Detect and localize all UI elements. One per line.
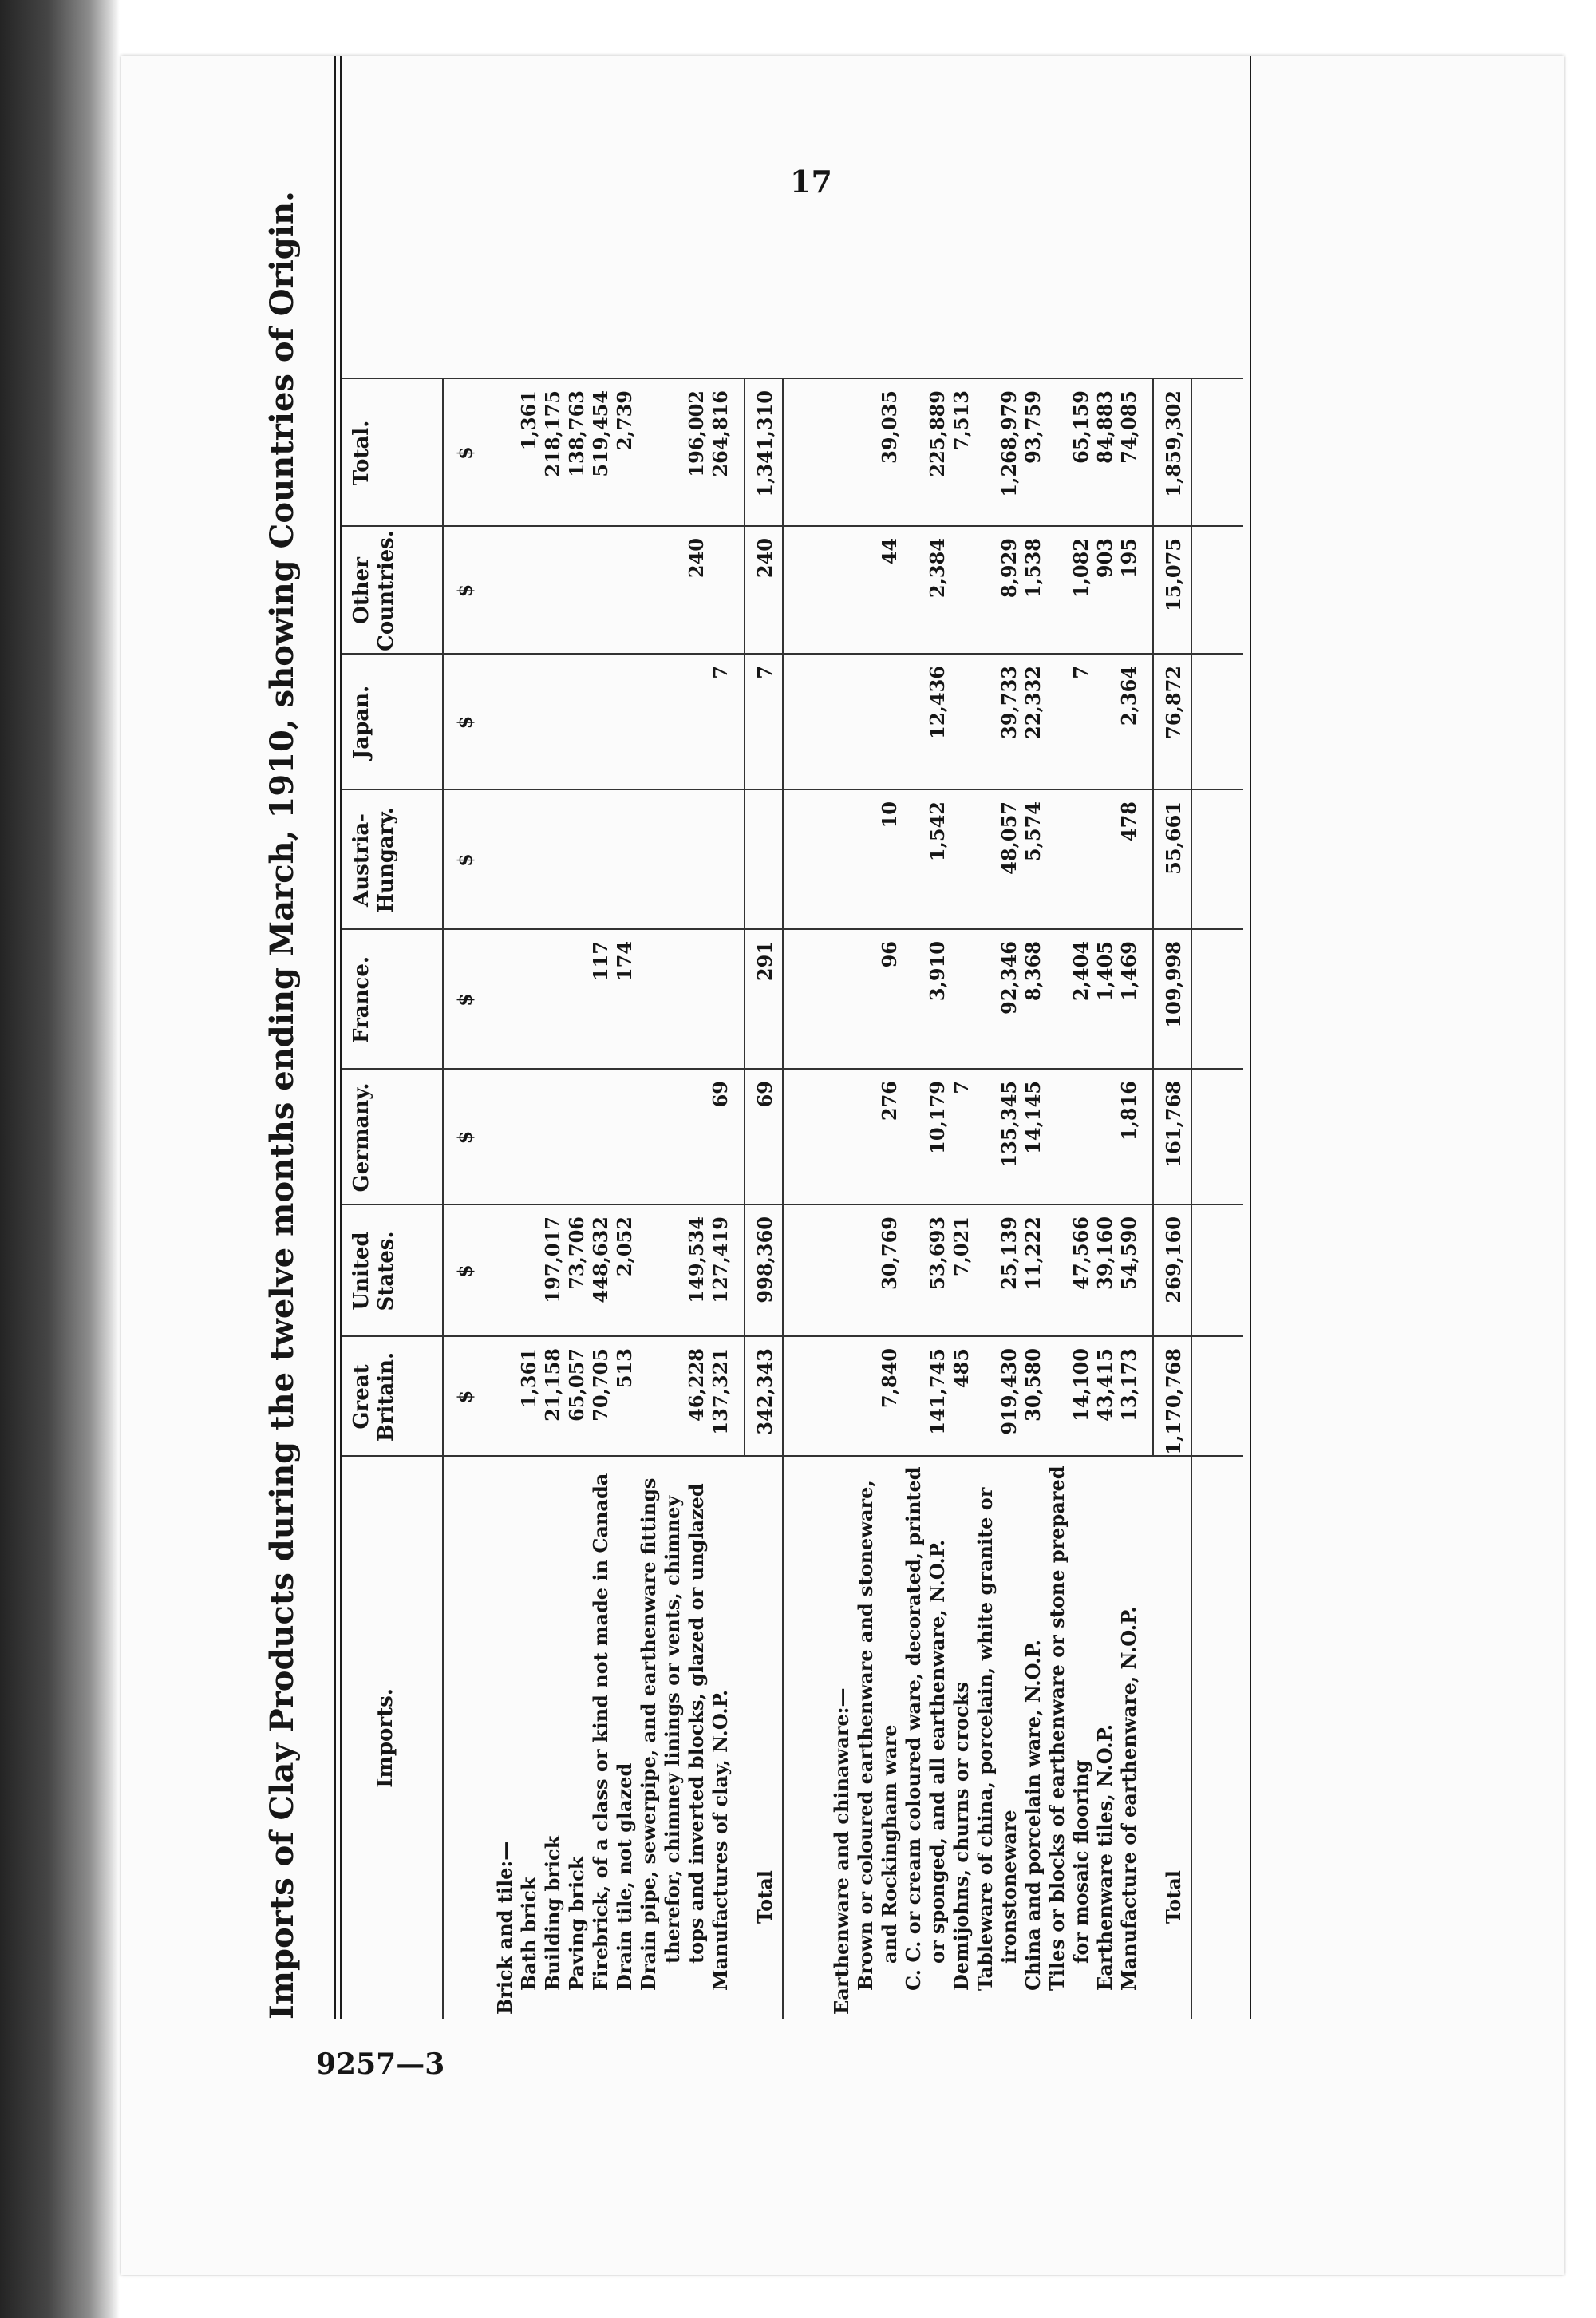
- currency-mark: $: [453, 1130, 476, 1145]
- value-cell: 919,430: [998, 1348, 1021, 1435]
- total-cell: 7: [753, 666, 776, 679]
- total-label: Total: [1162, 1870, 1185, 1924]
- column-heading-france: France.: [350, 956, 373, 1043]
- value-cell: 1,268,979: [998, 390, 1021, 497]
- value-cell: 1,082: [1069, 538, 1092, 599]
- value-cell: 30,580: [1021, 1348, 1045, 1422]
- value-cell: 13,173: [1117, 1348, 1140, 1422]
- value-cell: 21,158: [541, 1348, 564, 1422]
- value-cell: 276: [878, 1081, 901, 1121]
- value-cell: 7,513: [950, 390, 973, 451]
- value-cell: 264,816: [709, 390, 732, 477]
- section-end-rule: [1191, 379, 1192, 2019]
- value-cell: 11,222: [1021, 1216, 1045, 1290]
- column-heading-great-britain: Great Britain.: [350, 1351, 398, 1442]
- currency-mark: $: [453, 583, 476, 598]
- row-label: ironstoneware: [998, 1810, 1021, 1964]
- value-cell: 74,085: [1117, 390, 1140, 464]
- value-cell: 7: [950, 1081, 973, 1094]
- total-label: Total: [753, 1870, 776, 1924]
- value-cell: 7,021: [950, 1216, 973, 1277]
- header-separator: [442, 379, 444, 2019]
- value-cell: 3,910: [926, 941, 949, 1002]
- total-cell: 240: [753, 538, 776, 579]
- value-cell: 84,883: [1093, 390, 1116, 464]
- value-cell: 39,733: [998, 666, 1021, 739]
- column-heading-germany: Germany.: [350, 1082, 373, 1193]
- column-heading-other-countries: Other Countries.: [350, 530, 398, 651]
- value-cell: 47,566: [1069, 1216, 1092, 1290]
- value-cell: 96: [878, 941, 901, 968]
- value-cell: 54,590: [1117, 1216, 1140, 1290]
- value-cell: 7,840: [878, 1348, 901, 1409]
- value-cell: 448,632: [589, 1216, 612, 1303]
- column-heading-imports: Imports.: [373, 1688, 397, 1788]
- value-cell: 225,889: [926, 390, 949, 477]
- column-heading-united-states: United States.: [350, 1231, 398, 1311]
- top-rule: [334, 56, 336, 2019]
- currency-mark: $: [453, 993, 476, 1007]
- value-cell: 2,739: [613, 390, 636, 451]
- value-cell: 53,693: [926, 1216, 949, 1290]
- currency-mark: $: [453, 853, 476, 867]
- column-heading-japan: Japan.: [350, 685, 373, 760]
- currency-mark: $: [453, 446, 476, 460]
- value-cell: 485: [950, 1348, 973, 1389]
- value-cell: 1,361: [517, 390, 540, 451]
- column-rule: [342, 928, 1243, 930]
- value-cell: 2,052: [613, 1216, 636, 1277]
- column-rule: [342, 378, 1243, 379]
- value-cell: 196,002: [685, 390, 708, 477]
- page-number: 17: [790, 164, 832, 200]
- document-id: 9257—3: [316, 2047, 445, 2081]
- column-rule: [342, 789, 1243, 790]
- top-rule-inner: [340, 56, 342, 2019]
- value-cell: 43,415: [1093, 1348, 1116, 1422]
- value-cell: 30,769: [878, 1216, 901, 1290]
- value-cell: 174: [613, 941, 636, 982]
- value-cell: 1,405: [1093, 941, 1116, 1002]
- column-rule: [342, 1204, 1243, 1205]
- section-end-rule: [782, 379, 784, 2019]
- value-cell: 46,228: [685, 1348, 708, 1422]
- value-cell: 65,057: [565, 1348, 588, 1422]
- total-cell: 15,075: [1162, 538, 1185, 611]
- value-cell: 2,384: [926, 538, 949, 599]
- row-label: Firebrick, of a class or kind not made in Canada: [589, 1473, 612, 1991]
- value-cell: 135,345: [998, 1081, 1021, 1168]
- table-title: Imports of Clay Products during the twelve months ending March, 1910, showing Countries of Origin.: [263, 191, 301, 2019]
- value-cell: 22,332: [1021, 666, 1045, 739]
- value-cell: 8,368: [1021, 941, 1045, 1002]
- value-cell: 218,175: [541, 390, 564, 477]
- value-cell: 1,538: [1021, 538, 1045, 599]
- row-label: Demijohns, churns or crocks: [950, 1682, 973, 1991]
- row-label: and Rockingham ware: [878, 1724, 901, 1964]
- row-label: Paving brick: [565, 1856, 588, 1991]
- total-rule: [744, 379, 745, 1457]
- value-cell: 141,745: [926, 1348, 949, 1435]
- bottom-rule: [1250, 56, 1251, 2019]
- total-cell: 69: [753, 1081, 776, 1108]
- total-cell: 76,872: [1162, 666, 1185, 739]
- value-cell: 39,160: [1093, 1216, 1116, 1290]
- value-cell: 513: [613, 1348, 636, 1389]
- value-cell: 138,763: [565, 390, 588, 477]
- total-cell: 342,343: [753, 1348, 776, 1435]
- value-cell: 14,145: [1021, 1081, 1045, 1154]
- row-label: Tableware of china, porcelain, white granite or: [974, 1487, 997, 1991]
- total-cell: 998,360: [753, 1216, 776, 1303]
- value-cell: 1,361: [517, 1348, 540, 1409]
- row-label: Manufacture of earthenware, N.O.P.: [1117, 1606, 1140, 1991]
- row-label: Building brick: [541, 1835, 564, 1991]
- value-cell: 39,035: [878, 390, 901, 464]
- value-cell: 69: [709, 1081, 732, 1108]
- row-label: Drain pipe, sewerpipe, and earthenware fittings: [637, 1477, 660, 1991]
- value-cell: 519,454: [589, 390, 612, 477]
- rotated-table-block: [263, 56, 1269, 2019]
- value-cell: 195: [1117, 538, 1140, 579]
- value-cell: 10: [878, 801, 901, 829]
- row-label: Bath brick: [517, 1877, 540, 1991]
- value-cell: 65,159: [1069, 390, 1092, 464]
- value-cell: 1,469: [1117, 941, 1140, 1002]
- row-label: Earthenware tiles, N.O.P.: [1093, 1723, 1116, 1991]
- currency-mark: $: [453, 1264, 476, 1278]
- scan-binding-edge: [0, 0, 120, 2318]
- row-label: China and porcelain ware, N.O.P.: [1021, 1640, 1045, 1991]
- total-cell: 109,998: [1162, 941, 1185, 1028]
- value-cell: 14,100: [1069, 1348, 1092, 1422]
- value-cell: 48,057: [998, 801, 1021, 875]
- total-cell: 161,768: [1162, 1081, 1185, 1168]
- value-cell: 127,419: [709, 1216, 732, 1303]
- value-cell: 12,436: [926, 666, 949, 739]
- currency-mark: $: [453, 715, 476, 730]
- row-label: tops and inverted blocks, glazed or unglazed: [685, 1483, 708, 1964]
- column-heading-total: Total.: [350, 420, 373, 486]
- section-heading: Brick and tile:—: [493, 1841, 516, 2015]
- total-cell: 1,170,768: [1162, 1348, 1185, 1455]
- value-cell: 8,929: [998, 538, 1021, 599]
- row-label: Brown or coloured earthenware and stoneware,: [854, 1480, 877, 1991]
- total-cell: 269,160: [1162, 1216, 1185, 1303]
- total-rule: [1152, 379, 1154, 1457]
- value-cell: 10,179: [926, 1081, 949, 1154]
- value-cell: 73,706: [565, 1216, 588, 1290]
- value-cell: 478: [1117, 801, 1140, 842]
- section-heading: Earthenware and chinaware:—: [830, 1687, 853, 2015]
- value-cell: 240: [685, 538, 708, 579]
- value-cell: 903: [1093, 538, 1116, 579]
- total-cell: 291: [753, 941, 776, 982]
- value-cell: 197,017: [541, 1216, 564, 1303]
- value-cell: 70,705: [589, 1348, 612, 1422]
- value-cell: 2,404: [1069, 941, 1092, 1002]
- currency-mark: $: [453, 1390, 476, 1404]
- total-cell: 55,661: [1162, 801, 1185, 875]
- value-cell: 93,759: [1021, 390, 1045, 464]
- row-label: for mosaic flooring: [1069, 1759, 1092, 1964]
- clay-imports-table: [334, 56, 1259, 2019]
- row-label: Drain tile, not glazed: [613, 1762, 636, 1991]
- value-cell: 5,574: [1021, 801, 1045, 862]
- value-cell: 1,542: [926, 801, 949, 862]
- value-cell: 7: [1069, 666, 1092, 679]
- column-heading-austria-hungary: Austria-Hungary.: [350, 807, 398, 913]
- total-cell: 1,341,310: [753, 390, 776, 497]
- value-cell: 1,816: [1117, 1081, 1140, 1141]
- value-cell: 137,321: [709, 1348, 732, 1435]
- row-label: C. C. or cream coloured ware, decorated, printed: [902, 1466, 925, 1991]
- value-cell: 25,139: [998, 1216, 1021, 1290]
- value-cell: 2,364: [1117, 666, 1140, 726]
- value-cell: 7: [709, 666, 732, 679]
- total-cell: 1,859,302: [1162, 390, 1185, 497]
- row-label: therefor, chimney linings or vents, chimney: [661, 1495, 684, 1964]
- row-label: or sponged, and all earthenware, N.O.P.: [926, 1539, 949, 1964]
- row-label: Tiles or blocks of earthenware or stone prepared: [1045, 1466, 1069, 1991]
- value-cell: 149,534: [685, 1216, 708, 1303]
- value-cell: 92,346: [998, 941, 1021, 1015]
- value-cell: 44: [878, 538, 901, 565]
- value-cell: 117: [589, 941, 612, 982]
- row-label: Manufactures of clay, N.O.P.: [709, 1689, 732, 1991]
